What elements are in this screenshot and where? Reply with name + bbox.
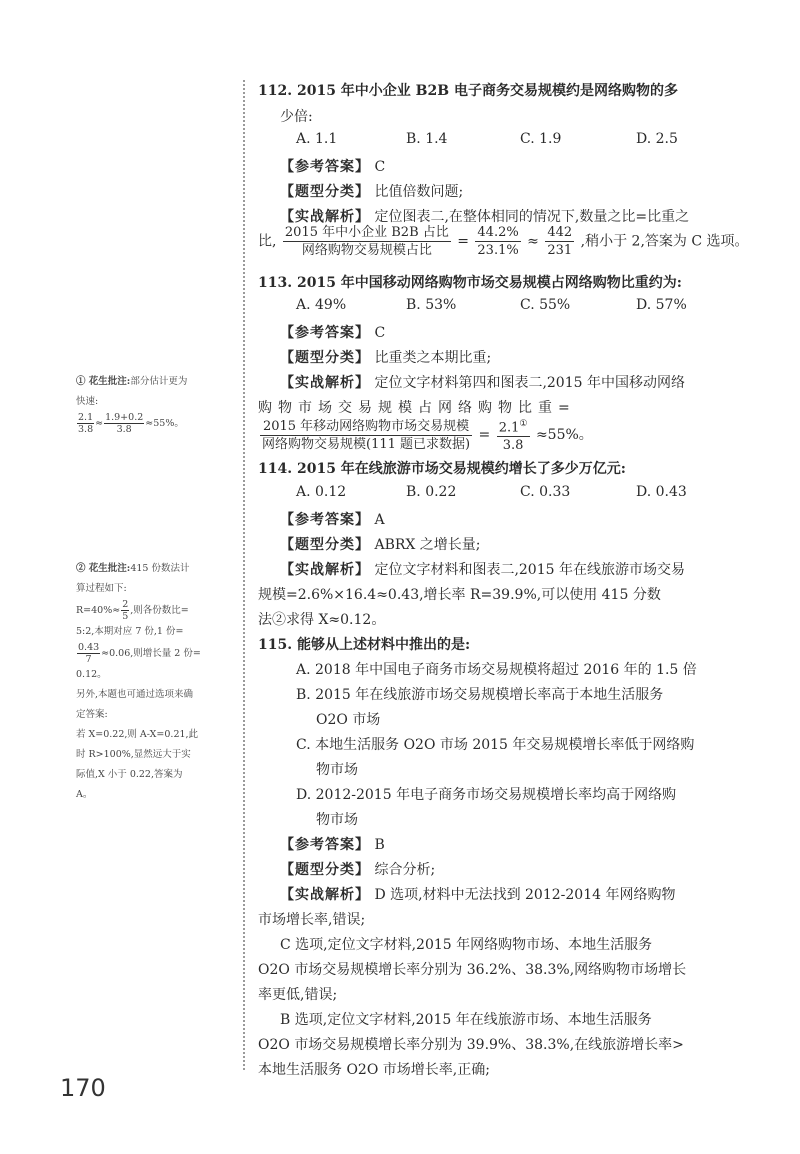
fraction-denominator: 231 — [547, 243, 573, 258]
equals-sign: = — [478, 427, 491, 444]
result: ≈55%。 — [535, 427, 593, 444]
fraction-numerator: 1.9+0.2 — [105, 412, 144, 423]
note-text: ,则各份数比= — [130, 605, 189, 616]
q114-analysis-line2: 规模=2.6%×16.4≈0.43,增长率 R=39.9%,可以使用 415 分数 — [258, 587, 661, 603]
side-note-2-line4: 5:2,本期对应 7 份,1 份= — [76, 626, 184, 637]
q115-option-d-line1: D. 2012-2015 年电子商务市场交易规模增长率均高于网络购 — [296, 787, 677, 803]
q114-type-row — [280, 534, 481, 554]
q113-stem: 113. 2015 年中国移动网络购物市场交易规模占网络购物比重约为: — [258, 275, 682, 291]
fraction-two-fifths — [121, 599, 129, 622]
answer-value: A — [374, 512, 385, 528]
fraction-denominator: 7 — [85, 654, 92, 665]
q112-type-row — [280, 181, 463, 201]
fraction-per-part — [77, 642, 100, 665]
approx-sign: ≈ — [527, 233, 539, 250]
q112-stem-line1: 112. 2015 年中小企业 B2B 电子商务交易规模约是网络购物的多 — [258, 83, 678, 99]
numerator-value: 2.1 — [498, 420, 520, 436]
q114-stem: 114. 2015 年在线旅游市场交易规模约增长了多少万亿元: — [258, 461, 626, 477]
note-label: ② 花生批注: — [76, 563, 131, 574]
analysis-label: 【实战解析】 — [280, 375, 370, 391]
page-number: 170 — [60, 1074, 106, 1102]
q113-option-d: D. 57% — [636, 297, 687, 313]
q112-answer-row — [280, 156, 385, 176]
q113-option-a: A. 49% — [296, 297, 347, 313]
analysis-suffix: ,稍小于 2,答案为 C 选项。 — [580, 233, 749, 250]
answer-value: C — [374, 159, 386, 175]
q114-option-b: B. 0.22 — [406, 484, 457, 500]
side-note-2-line11: 际值,X 小于 0.22,答案为 — [76, 769, 183, 780]
q114-option-c: C. 0.33 — [520, 484, 571, 500]
fraction-denominator: 3.8 — [116, 424, 132, 435]
q115-analysis-line6: B 选项,定位文字材料,2015 年在线旅游市场、本地生活服务 — [280, 1012, 652, 1028]
note-text: ≈0.06,则增长量 2 份= — [101, 648, 201, 659]
note-text: 部分估计更为 — [130, 376, 188, 387]
type-value: ABRX 之增长量; — [374, 537, 481, 553]
q115-analysis-line3: C 选项,定位文字材料,2015 年网络购物市场、本地生活服务 — [280, 937, 653, 953]
side-note-1 — [76, 372, 236, 435]
fraction-numerator: 2 — [122, 599, 129, 610]
type-value: 比重类之本期比重; — [374, 350, 492, 366]
analysis-text: 定位图表二,在整体相同的情况下,数量之比=比重之 — [374, 209, 690, 225]
q113-option-c: C. 55% — [520, 297, 571, 313]
side-note-1-line1 — [76, 372, 236, 392]
note-text: R=40%≈ — [76, 605, 121, 616]
q112-analysis-line2 — [258, 224, 749, 259]
fraction-small — [77, 412, 94, 435]
side-note-2 — [76, 559, 236, 805]
side-note-2-line8: 定答案: — [76, 709, 108, 720]
q112-analysis-line1 — [280, 206, 689, 226]
q113-type-row — [280, 347, 491, 367]
fraction-b2b-ratio — [283, 224, 451, 259]
q113-analysis-line2: 购物市场交易规模占网络购物比重= — [258, 400, 576, 416]
fraction-numerator: 44.2% — [477, 225, 519, 240]
q115-type-row — [280, 859, 435, 879]
fraction-mobile-share — [260, 418, 472, 453]
q112-option-b: B. 1.4 — [406, 131, 448, 147]
q114-analysis-line3: 法②求得 X≈0.12。 — [258, 612, 386, 628]
q113-analysis-line1 — [280, 372, 685, 392]
fraction-numerator: 2.1 — [78, 412, 94, 423]
type-label: 【题型分类】 — [280, 537, 370, 553]
side-note-2-line6: 0.12。 — [76, 669, 107, 680]
type-label: 【题型分类】 — [280, 862, 370, 878]
fraction-numerator: 0.43 — [78, 642, 100, 653]
q114-analysis-line1 — [280, 559, 685, 579]
q115-option-b-line2: O2O 市场 — [316, 712, 381, 728]
analysis-label: 【实战解析】 — [280, 209, 370, 225]
q113-answer-row — [280, 322, 385, 342]
q115-answer-row — [280, 834, 385, 854]
fraction-numerator — [497, 416, 530, 437]
answer-label: 【参考答案】 — [280, 837, 370, 853]
q115-analysis-line8: 本地生活服务 O2O 市场增长率,正确; — [258, 1062, 490, 1078]
q115-analysis-line1 — [280, 884, 675, 904]
type-label: 【题型分类】 — [280, 350, 370, 366]
side-note-1-line3 — [76, 412, 236, 435]
side-note-2-line9: 若 X=0.22,则 A-X=0.21,此 — [76, 729, 199, 740]
fraction-denominator: 网络购物交易规模(111 题已求数据) — [262, 436, 471, 452]
q115-option-d-line2: 物市场 — [316, 812, 358, 828]
fraction-denominator: 23.1% — [477, 243, 519, 258]
answer-value: C — [374, 325, 386, 341]
type-value: 比值倍数问题; — [374, 184, 464, 200]
q114-option-d: D. 0.43 — [636, 484, 687, 500]
equals-sign: = — [457, 233, 469, 250]
side-note-2-line10: 时 R>100%,显然远大于实 — [76, 749, 191, 760]
fraction-integer — [545, 224, 574, 259]
fraction-numerator: 2015 年中小企业 B2B 占比 — [284, 225, 449, 240]
result: ≈55%。 — [145, 418, 184, 429]
analysis-text: 定位文字材料第四和图表二,2015 年中国移动网络 — [374, 375, 685, 391]
side-note-2-line1 — [76, 559, 236, 579]
q115-analysis-line4: O2O 市场交易规模增长率分别为 36.2%、38.3%,网络购物市场增长 — [258, 962, 687, 978]
fraction-numerator: 442 — [547, 225, 573, 240]
note-label: ① 花生批注: — [76, 376, 131, 387]
side-note-1-line2: 快速: — [76, 396, 99, 407]
analysis-label: 【实战解析】 — [280, 562, 370, 578]
fraction-denominator: 5 — [122, 611, 129, 622]
q115-analysis-line2: 市场增长率,错误; — [258, 912, 366, 928]
q112-option-a: A. 1.1 — [296, 131, 338, 147]
q114-answer-row — [280, 509, 385, 529]
fraction-numerator: 2015 年移动网络购物市场交易规模 — [260, 418, 472, 436]
q112-option-c: C. 1.9 — [520, 131, 562, 147]
q113-option-b: B. 53% — [406, 297, 457, 313]
q112-option-d: D. 2.5 — [636, 131, 678, 147]
side-note-2-line12: A。 — [76, 789, 93, 800]
q115-option-c-line2: 物市场 — [316, 762, 358, 778]
footnote-marker: ① — [519, 419, 528, 429]
q112-stem-line2: 少倍: — [280, 109, 313, 125]
side-note-2-line7: 另外,本题也可通过选项来确 — [76, 689, 194, 700]
fraction-value — [497, 416, 530, 454]
analysis-text: D 选项,材料中无法找到 2012-2014 年网络购物 — [374, 887, 676, 903]
answer-label: 【参考答案】 — [280, 159, 370, 175]
answer-value: B — [374, 837, 385, 853]
type-label: 【题型分类】 — [280, 184, 370, 200]
analysis-prefix: 比, — [258, 233, 277, 250]
analysis-label: 【实战解析】 — [280, 887, 370, 903]
fraction-denominator: 3.8 — [78, 424, 94, 435]
side-note-2-line3 — [76, 599, 236, 622]
approx-sign: ≈ — [95, 418, 104, 429]
fraction-split — [104, 412, 144, 435]
side-note-2-line5 — [76, 642, 236, 665]
analysis-text: 定位文字材料和图表二,2015 年在线旅游市场交易 — [374, 562, 685, 578]
type-value: 综合分析; — [374, 862, 436, 878]
fraction-percent — [475, 224, 520, 259]
q115-analysis-line7: O2O 市场交易规模增长率分别为 39.9%、38.3%,在线旅游增长率> — [258, 1037, 684, 1053]
q115-analysis-line5: 率更低,错误; — [258, 987, 338, 1003]
q115-stem: 115. 能够从上述材料中推出的是: — [258, 637, 471, 653]
q115-option-a: A. 2018 年中国电子商务市场交易规模将超过 2016 年的 1.5 倍 — [296, 662, 697, 678]
fraction-denominator: 网络购物交易规模占比 — [301, 243, 432, 258]
q115-option-c-line1: C. 本地生活服务 O2O 市场 2015 年交易规模增长率低于网络购 — [296, 737, 695, 753]
answer-label: 【参考答案】 — [280, 512, 370, 528]
note-text: 415 份数法计 — [130, 563, 190, 574]
fraction-denominator: 3.8 — [502, 438, 524, 454]
q114-option-a: A. 0.12 — [296, 484, 347, 500]
q115-option-b-line1: B. 2015 年在线旅游市场交易规模增长率高于本地生活服务 — [296, 687, 664, 703]
side-note-2-line2: 算过程如下: — [76, 583, 127, 594]
margin-divider — [243, 80, 245, 1070]
answer-label: 【参考答案】 — [280, 325, 370, 341]
q113-analysis-line3 — [258, 416, 593, 454]
